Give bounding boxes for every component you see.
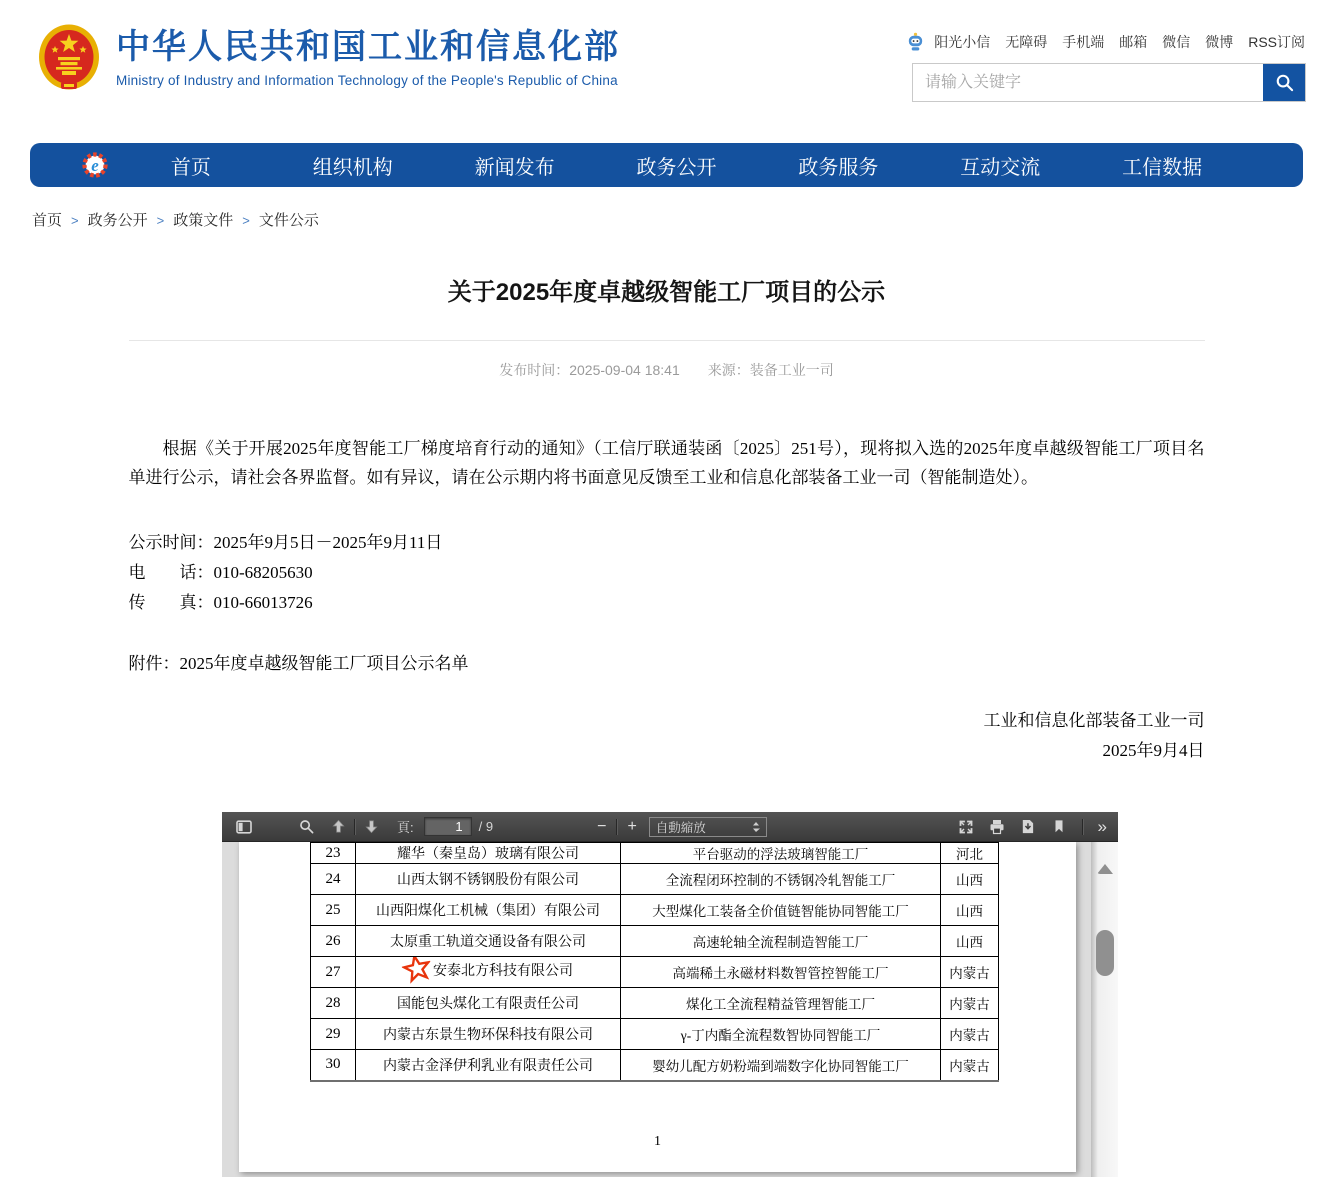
main-nav (30, 143, 1303, 187)
toolbar-separator (616, 819, 617, 835)
article-paragraph: 根据《关于开展2025年度智能工厂梯度培育行动的通知》（工信厅联通装函〔2025〕251号），现将拟入选的2025年度卓越级智能工厂项目名单进行公示，请社会各界监督。如有异议，请在公示期内将书面意见反馈至工业和信息化部装备工业一司（智能制造处）。 (128, 439, 1205, 487)
project-cell: 煤化工全流程精益管理智能工厂 (621, 988, 941, 1019)
search-input[interactable] (913, 64, 1263, 101)
row-number: 24 (311, 864, 356, 895)
pdf-content-area (222, 842, 1118, 1177)
nav-item-organization[interactable]: 组织机构 (312, 156, 393, 179)
page-total: / 9 (478, 819, 494, 834)
quick-link-mail[interactable]: 邮箱 (1119, 33, 1148, 50)
zoom-out-icon[interactable]: − (597, 817, 607, 835)
nav-items (110, 151, 1243, 180)
more-tools-icon[interactable]: » (1097, 816, 1106, 836)
sidebar-toggle-icon[interactable] (236, 819, 252, 835)
table-row (311, 843, 999, 864)
national-emblem-icon (38, 24, 100, 92)
signature-department: 工业和信息化部装备工业一司 (983, 711, 1205, 730)
table-row (311, 988, 999, 1019)
star-annotation-icon (400, 957, 435, 988)
nav-item-home[interactable]: 首页 (170, 156, 211, 179)
table-row-starred (311, 957, 999, 988)
svg-text:e: e (91, 156, 99, 176)
toolbar-right-tools (958, 817, 1106, 837)
attachment-link[interactable]: 附件：2025年度卓越级智能工厂项目公示名单 (128, 654, 469, 673)
company-cell: 国能包头煤化工有限责任公司 (356, 988, 621, 1019)
site-logo (38, 24, 620, 92)
province-cell: 内蒙古 (941, 988, 999, 1019)
source-label: 来源： (707, 362, 750, 378)
site-subtitle: Ministry of Industry and Information Technology of the People's Republic of China (116, 73, 618, 89)
fax-line: 传 真：010-66013726 (128, 593, 313, 612)
page-title: 关于2025年度卓越级智能工厂项目的公示 (129, 272, 1205, 341)
article-body (129, 434, 1205, 766)
article-meta (129, 360, 1205, 380)
breadcrumb-file-publicity[interactable]: 文件公示 (258, 212, 319, 229)
row-number: 23 (311, 843, 356, 864)
pdf-page-number: 1 (654, 1134, 661, 1149)
site-title-block (116, 28, 620, 88)
zoom-in-icon[interactable]: + (627, 817, 637, 835)
search-button[interactable] (1263, 64, 1305, 101)
nav-item-gov-disclosure[interactable]: 政务公开 (636, 156, 717, 179)
zoom-select[interactable] (649, 817, 767, 837)
pdf-page (239, 842, 1076, 1172)
table-row (311, 864, 999, 895)
mascot-robot-icon (906, 31, 925, 52)
project-cell: 平台驱动的浮法玻璃智能工厂 (621, 843, 941, 864)
company-cell (356, 957, 621, 988)
table-row (311, 1019, 999, 1050)
quick-link-accessibility[interactable]: 无障碍 (1005, 33, 1048, 50)
pdf-viewer (222, 812, 1118, 1177)
row-number: 27 (311, 957, 356, 988)
row-number: 29 (311, 1019, 356, 1050)
project-cell: γ-丁内酯全流程数智协同智能工厂 (621, 1019, 941, 1050)
bookmark-icon[interactable] (1051, 819, 1067, 835)
publicity-period-line: 公示时间：2025年9月5日－2025年9月11日 (128, 533, 443, 552)
download-icon[interactable] (1020, 819, 1036, 835)
factory-list-table (310, 842, 999, 1082)
province-cell: 山西 (941, 926, 999, 957)
quick-link-sunshine[interactable]: 阳光小信 (934, 33, 991, 50)
quick-links (906, 31, 1305, 52)
province-cell: 内蒙古 (941, 1050, 999, 1081)
toolbar-separator (1082, 819, 1083, 835)
quick-link-weibo[interactable]: 微博 (1205, 33, 1234, 50)
company-cell: 内蒙古金泽伊利乳业有限责任公司 (356, 1050, 621, 1081)
breadcrumb-separator: > (156, 213, 165, 228)
page-up-icon[interactable] (330, 819, 346, 835)
company-cell: 太原重工轨道交通设备有限公司 (356, 926, 621, 957)
search-icon (1275, 73, 1294, 92)
company-cell: 耀华（秦皇岛）玻璃有限公司 (356, 843, 621, 864)
province-cell: 山西 (941, 895, 999, 926)
select-caret-icon (752, 821, 760, 833)
company-cell: 内蒙古东景生物环保科技有限公司 (356, 1019, 621, 1050)
project-cell: 大型煤化工装备全价值链智能协同智能工厂 (621, 895, 941, 926)
toolbar-separator (354, 819, 355, 835)
row-number: 26 (311, 926, 356, 957)
breadcrumb-gov-disclosure[interactable]: 政务公开 (87, 212, 148, 229)
pdf-toolbar (222, 812, 1118, 842)
breadcrumb-separator: > (242, 213, 250, 228)
zoom-select-value: 自動縮放 (655, 820, 706, 835)
quick-link-rss[interactable]: RSS订阅 (1248, 33, 1305, 50)
breadcrumb-policy-files[interactable]: 政策文件 (173, 212, 234, 229)
nav-item-data[interactable]: 工信数据 (1122, 156, 1203, 179)
breadcrumb (32, 209, 1333, 230)
page-down-icon[interactable] (363, 819, 379, 835)
search-box (912, 63, 1306, 102)
scroll-thumb[interactable] (1096, 930, 1114, 976)
find-icon[interactable] (298, 819, 314, 835)
miit-gear-logo-icon (80, 150, 110, 180)
source-value: 装备工业一司 (749, 362, 834, 378)
quick-link-mobile[interactable]: 手机端 (1062, 33, 1105, 50)
row-number: 28 (311, 988, 356, 1019)
company-name: 安泰北方科技有限公司 (433, 964, 573, 980)
info-lines (129, 528, 1205, 618)
province-cell: 内蒙古 (941, 957, 999, 988)
presentation-mode-icon[interactable] (958, 819, 974, 835)
site-title: 中华人民共和国工业和信息化部 (116, 27, 620, 66)
province-cell: 河北 (941, 843, 999, 864)
nav-item-news[interactable]: 新闻发布 (474, 156, 555, 179)
page-number-label: 頁: (397, 820, 414, 835)
publish-time-label: 发布时间： (499, 362, 570, 378)
breadcrumb-home[interactable]: 首页 (32, 212, 63, 229)
table-row (311, 895, 999, 926)
province-cell: 内蒙古 (941, 1019, 999, 1050)
project-cell: 婴幼儿配方奶粉端到端数字化协同智能工厂 (621, 1050, 941, 1081)
print-icon[interactable] (989, 819, 1005, 835)
quick-link-wechat[interactable]: 微信 (1162, 33, 1191, 50)
article (129, 272, 1205, 766)
publish-time: 2025-09-04 18:41 (569, 362, 680, 378)
province-cell: 山西 (941, 864, 999, 895)
page-number-input[interactable] (424, 817, 472, 836)
company-cell: 山西太钢不锈钢股份有限公司 (356, 864, 621, 895)
row-number: 25 (311, 895, 356, 926)
project-cell: 全流程闭环控制的不锈钢冷轧智能工厂 (621, 864, 941, 895)
signature-date: 2025年9月4日 (1102, 741, 1205, 760)
site-header (0, 0, 1333, 130)
table-row (311, 926, 999, 957)
company-cell: 山西阳煤化工机械（集团）有限公司 (356, 895, 621, 926)
nav-item-interaction[interactable]: 互动交流 (960, 156, 1041, 179)
nav-item-gov-services[interactable]: 政务服务 (798, 156, 879, 179)
phone-line: 电 话：010-68205630 (128, 563, 313, 582)
pdf-scrollbar[interactable] (1091, 842, 1118, 1177)
row-number: 30 (311, 1050, 356, 1081)
project-cell: 高端稀土永磁材料数智管控智能工厂 (621, 957, 941, 988)
breadcrumb-separator: > (71, 213, 79, 228)
table-row (311, 1050, 999, 1081)
scroll-up-icon[interactable] (1097, 864, 1113, 874)
signature-block (129, 706, 1205, 766)
project-cell: 高速轮轴全流程制造智能工厂 (621, 926, 941, 957)
